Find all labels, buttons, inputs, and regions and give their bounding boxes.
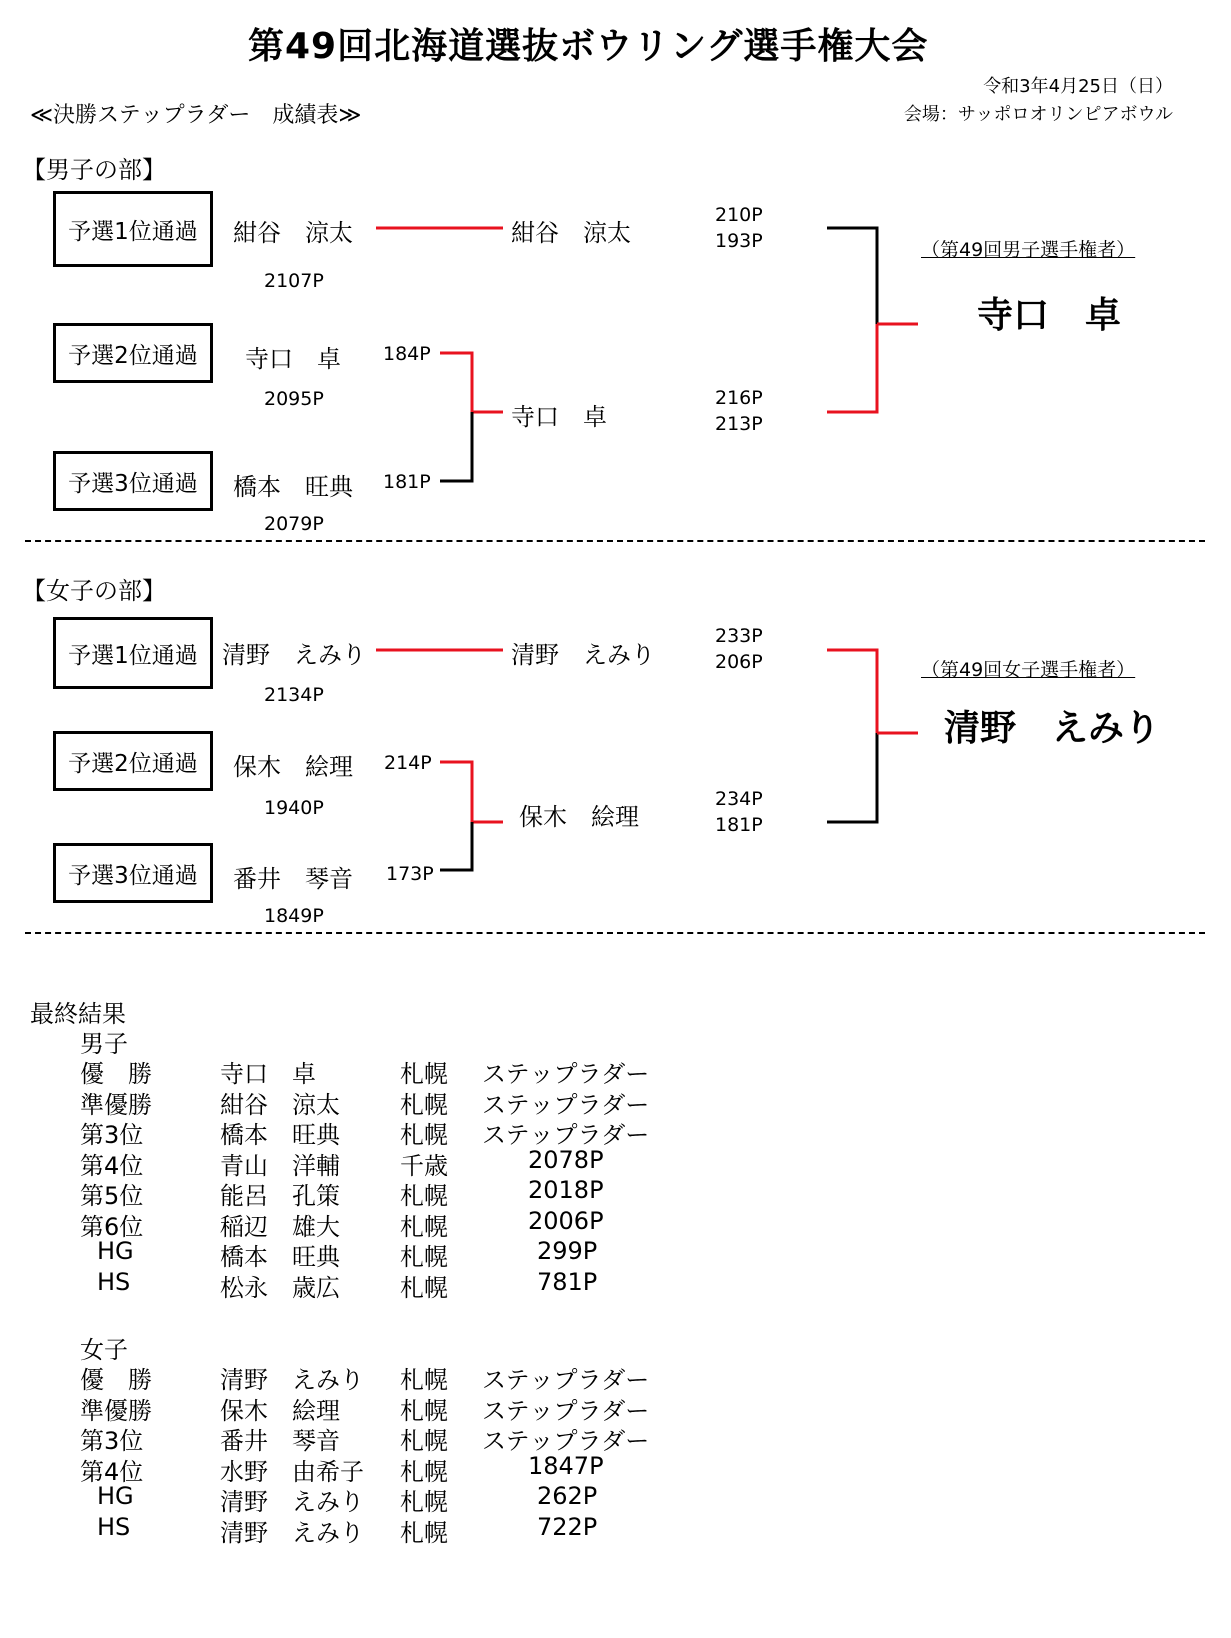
result-note: ステップラダー	[482, 1397, 650, 1425]
result-city: 札幌	[400, 1182, 448, 1210]
women-final-bottom	[827, 733, 877, 822]
event-date: 令和3年4月25日（日）	[983, 76, 1173, 97]
result-note: ステップラダー	[482, 1060, 650, 1088]
women-final-top-score-1: 233P	[715, 625, 763, 647]
result-name: 橋本 旺典	[220, 1243, 340, 1271]
result-note: ステップラダー	[482, 1427, 650, 1455]
seed-label: 予選2位通過	[68, 750, 198, 777]
men-seed2-name: 寺口 卓	[245, 345, 341, 373]
result-place: 第3位	[80, 1427, 144, 1455]
result-city: 札幌	[400, 1121, 448, 1149]
result-note: 262P	[537, 1482, 598, 1510]
result-note: 2018P	[528, 1176, 604, 1204]
men-seed1-box	[53, 191, 213, 267]
result-place: 準優勝	[80, 1397, 152, 1425]
result-place: HS	[97, 1268, 131, 1296]
event-venue: 会場：サッポロオリンピアボウル	[903, 104, 1173, 125]
women-final-bottom-score-2: 181P	[715, 814, 763, 836]
women-seed3-name: 番井 琴音	[233, 865, 353, 893]
women-seed3-box	[53, 843, 213, 903]
result-note: 299P	[537, 1237, 598, 1265]
women-semi-winner: 保木 絵理	[519, 803, 639, 831]
result-name: 清野 えみり	[220, 1366, 364, 1394]
result-place: HG	[97, 1482, 134, 1510]
men-seed2-box	[53, 323, 213, 383]
men-seed2-total: 2095P	[264, 388, 324, 410]
result-city: 札幌	[400, 1397, 448, 1425]
men-seed3-total: 2079P	[264, 513, 324, 535]
seed-label: 予選3位通過	[68, 470, 198, 497]
result-note: 2006P	[528, 1207, 604, 1235]
result-note: ステップラダー	[482, 1366, 650, 1394]
result-name: 松永 歳広	[220, 1274, 340, 1302]
men-seed1-name: 紺谷 涼太	[233, 219, 353, 247]
result-note: ステップラダー	[482, 1091, 650, 1119]
page-title: 第49回北海道選抜ボウリング選手権大会	[248, 26, 929, 67]
men-semi-bottom	[440, 412, 472, 481]
women-semi-bottom	[440, 822, 472, 870]
women-final-top	[827, 650, 877, 733]
seed-label: 予選1位通過	[68, 642, 198, 669]
subtitle: ≪決勝ステップラダー 成績表≫	[30, 103, 362, 128]
men-semi-winner: 寺口 卓	[511, 403, 607, 431]
result-name: 橋本 旺典	[220, 1121, 340, 1149]
result-name: 保木 絵理	[220, 1397, 340, 1425]
result-note: 2078P	[528, 1146, 604, 1174]
women-seed2-box	[53, 731, 213, 791]
women-seed3-score: 173P	[386, 863, 434, 885]
result-city: 札幌	[400, 1213, 448, 1241]
men-final-top	[827, 228, 877, 324]
men-champion-label: （第49回男子選手権者）	[921, 239, 1136, 261]
result-place: 準優勝	[80, 1091, 152, 1119]
result-place: 第4位	[80, 1458, 144, 1486]
result-place: HS	[97, 1513, 131, 1541]
result-place: 優 勝	[80, 1366, 152, 1394]
men-champion-name: 寺口 卓	[977, 295, 1122, 336]
result-note: 781P	[537, 1268, 598, 1296]
women-final-top-name: 清野 えみり	[511, 641, 655, 669]
women-seed1-total: 2134P	[264, 684, 324, 706]
women-champion-name: 清野 えみり	[944, 708, 1161, 749]
result-city: 札幌	[400, 1488, 448, 1516]
men-final-bottom-score-2: 213P	[715, 413, 763, 435]
section-divider	[25, 540, 1205, 542]
women-final-top-score-2: 206P	[715, 651, 763, 673]
result-name: 清野 えみり	[220, 1519, 364, 1547]
men-final-top-score-2: 193P	[715, 230, 763, 252]
men-final-bottom-score-1: 216P	[715, 387, 763, 409]
result-city: 札幌	[400, 1060, 448, 1088]
women-seed2-name: 保木 絵理	[233, 753, 353, 781]
result-note: 722P	[537, 1513, 598, 1541]
women-section-label: 【女子の部】	[22, 577, 166, 605]
result-city: 札幌	[400, 1243, 448, 1271]
men-section-label: 【男子の部】	[22, 156, 166, 184]
result-name: 青山 洋輔	[220, 1152, 340, 1180]
result-city: 札幌	[400, 1091, 448, 1119]
result-city: 札幌	[400, 1366, 448, 1394]
result-name: 能呂 孔策	[220, 1182, 340, 1210]
result-name: 紺谷 涼太	[220, 1091, 340, 1119]
seed-label: 予選2位通過	[68, 342, 198, 369]
seed-label: 予選1位通過	[68, 218, 198, 245]
result-name: 寺口 卓	[220, 1060, 316, 1088]
result-place: 優 勝	[80, 1060, 152, 1088]
seed-label: 予選3位通過	[68, 862, 198, 889]
result-place: 第4位	[80, 1152, 144, 1180]
results-heading: 最終結果	[30, 1000, 126, 1028]
result-place: 第6位	[80, 1213, 144, 1241]
women-final-bottom-score-1: 234P	[715, 788, 763, 810]
women-champion-label: （第49回女子選手権者）	[921, 659, 1136, 681]
women-seed1-box	[53, 617, 213, 689]
results-women-heading: 女子	[80, 1336, 128, 1364]
result-name: 稲辺 雄大	[220, 1213, 340, 1241]
result-city: 札幌	[400, 1274, 448, 1302]
men-final-top-score-1: 210P	[715, 204, 763, 226]
result-name: 番井 琴音	[220, 1427, 340, 1455]
result-city: 札幌	[400, 1458, 448, 1486]
men-seed2-score: 184P	[383, 343, 431, 365]
results-men-heading: 男子	[80, 1030, 128, 1058]
men-final-bottom	[827, 324, 877, 412]
men-seed3-box	[53, 451, 213, 511]
result-city: 札幌	[400, 1427, 448, 1455]
women-seed1-name: 清野 えみり	[222, 641, 366, 669]
result-note: 1847P	[528, 1452, 604, 1480]
women-seed2-score: 214P	[384, 752, 432, 774]
result-name: 水野 由希子	[220, 1458, 364, 1486]
women-semi-top	[440, 762, 472, 822]
men-seed1-total: 2107P	[264, 270, 324, 292]
result-city: 札幌	[400, 1519, 448, 1547]
section-divider	[25, 932, 1205, 934]
men-semi-top	[440, 353, 472, 412]
result-place: HG	[97, 1237, 134, 1265]
result-note: ステップラダー	[482, 1121, 650, 1149]
women-seed3-total: 1849P	[264, 905, 324, 927]
men-seed3-score: 181P	[383, 471, 431, 493]
result-city: 千歳	[400, 1152, 448, 1180]
result-place: 第3位	[80, 1121, 144, 1149]
women-seed2-total: 1940P	[264, 797, 324, 819]
men-seed3-name: 橋本 旺典	[233, 473, 353, 501]
result-place: 第5位	[80, 1182, 144, 1210]
result-name: 清野 えみり	[220, 1488, 364, 1516]
men-final-top-name: 紺谷 涼太	[511, 219, 631, 247]
